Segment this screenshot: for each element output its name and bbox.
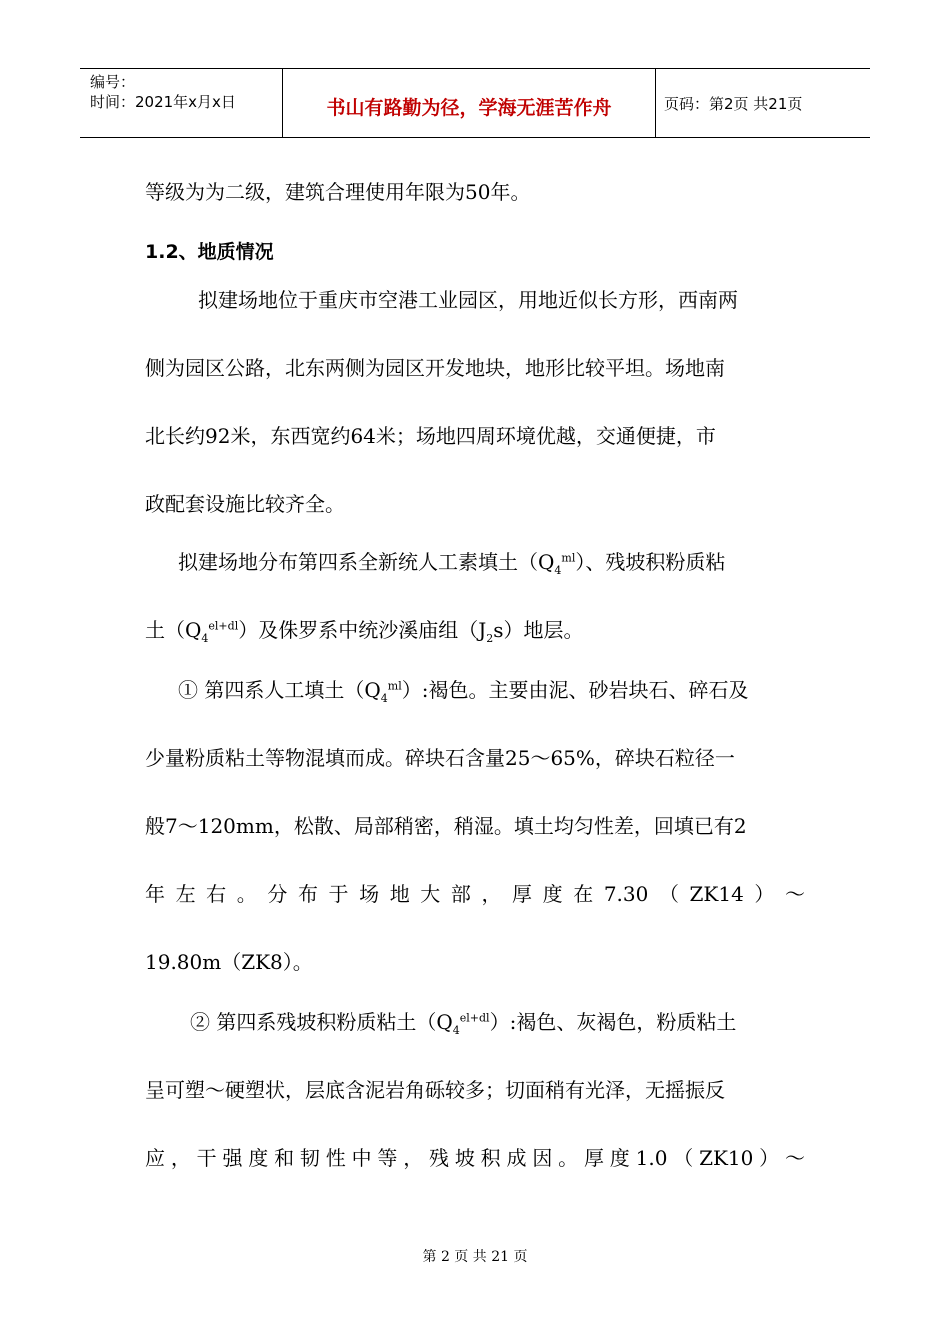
page-header-table (80, 68, 870, 138)
paragraph-line: 拟建场地分布第四系全新统人工素填土$(Q_4^{ml})$、残坡积粉质粘 (178, 550, 726, 577)
header-page-number: 页码：第2页 共21页 (664, 95, 803, 113)
paragraph-line: 北长约92米，东西宽约64米；场地四周环境优越，交通便捷，市 (145, 424, 716, 448)
section-heading: 1.2、地质情况 (145, 241, 274, 263)
header-motto: 书山有路勤为径，学海无涯苦作舟 (326, 97, 612, 119)
paragraph-line: 19.80m（ZK8）。 (145, 950, 313, 974)
page-footer: 第 2 页 共 21 页 (422, 1249, 528, 1265)
paragraph-line: 应，干强度和韧性中等，残坡积成因。厚度1.0（ZK10）～ (145, 1146, 805, 1170)
header-motto-cell (282, 69, 656, 137)
header-page-cell (655, 69, 870, 137)
header-info-cell (80, 69, 282, 137)
paragraph-line: 般7～120mm，松散、局部稍密，稍湿。填土均匀性差，回填已有2 (145, 814, 747, 838)
document-time-label: 时间：2021年x月x日 (90, 93, 236, 111)
paragraph-line: 年左右。分布于场地大部，厚度在7.30（ZK14）～ (145, 882, 805, 906)
paragraph-line: 少量粉质粘土等物混填而成。碎块石含量25～65%，碎块石粒径一 (145, 746, 735, 770)
paragraph-line: 侧为园区公路，北东两侧为园区开发地块，地形比较平坦。场地南 (145, 356, 725, 380)
paragraph-line: 呈可塑～硬塑状，层底含泥岩角砾较多；切面稍有光泽，无摇振反 (145, 1078, 725, 1102)
paragraph-line: ② 第四系残坡积粉质粘土$(Q_4^{el+dl})$:褐色、灰褐色，粉质粘土 (190, 1010, 737, 1037)
paragraph-line: 拟建场地位于重庆市空港工业园区，用地近似长方形，西南两 (198, 288, 738, 312)
text-line: 等级为为二级，建筑合理使用年限为50年。 (145, 180, 531, 204)
paragraph-line: 政配套设施比较齐全。 (145, 492, 345, 516)
paragraph-line: ① 第四系人工填土$(Q_4^{ml})$:褐色。主要由泥、砂岩块石、碎石及 (178, 678, 749, 705)
document-number-label: 编号： (90, 73, 136, 91)
paragraph-line: 土$(Q_4^{el+dl})$及侏罗系中统沙溪庙组$(J_2s)$地层。 (145, 618, 584, 645)
